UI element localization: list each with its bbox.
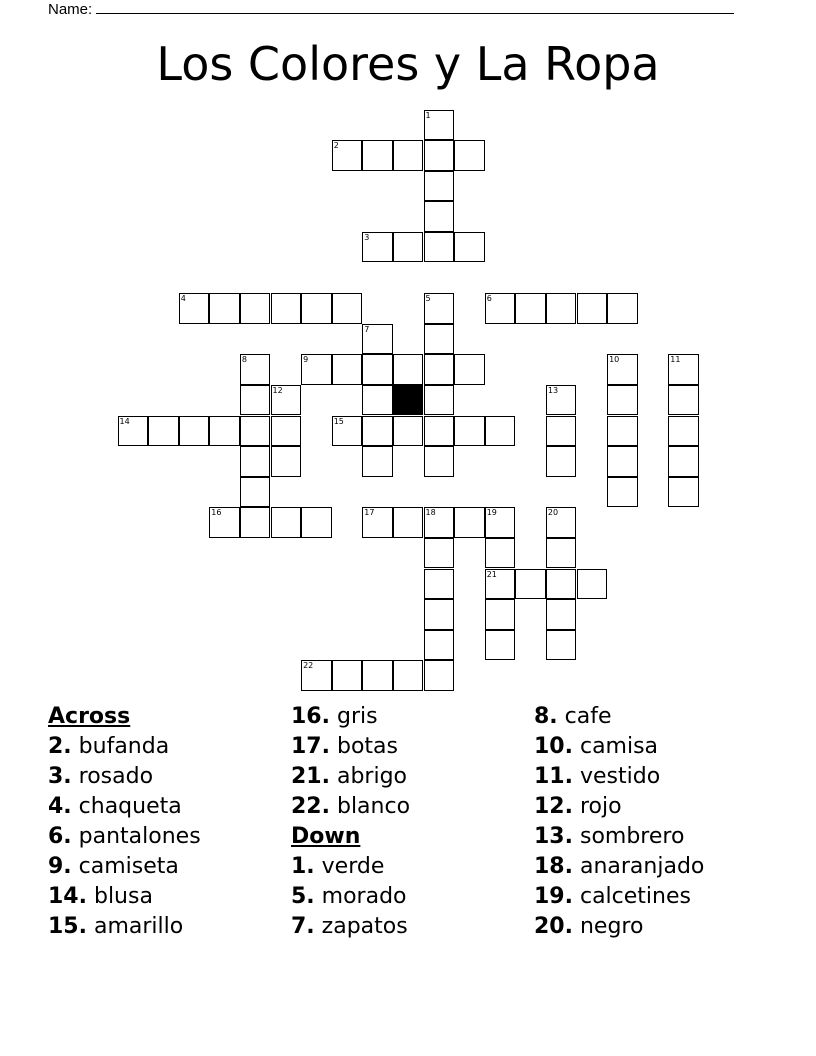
- clue-item-text: amarillo: [86, 914, 184, 939]
- clue-item-text: sombrero: [572, 824, 685, 849]
- clue-item-number: 3.: [48, 764, 72, 789]
- clue-item: [48, 852, 201, 882]
- clue-number: 12: [272, 385, 283, 395]
- clue-item: [291, 702, 410, 732]
- clue-item-text: cafe: [557, 704, 612, 729]
- clue-item-number: 6.: [48, 824, 72, 849]
- page-title: Los Colores y La Ropa: [156, 37, 660, 91]
- clue-number: 9: [303, 355, 309, 365]
- clue-number: 21: [486, 569, 497, 579]
- clue-item: [48, 912, 201, 942]
- clue-number: 1: [425, 110, 431, 120]
- clue-item-number: 9.: [48, 854, 72, 879]
- clue-number: 16: [211, 508, 222, 518]
- clue-number: 6: [486, 294, 492, 304]
- clue-item-number: 15.: [48, 914, 87, 939]
- clue-item: [534, 762, 704, 792]
- clue-item: [291, 732, 410, 762]
- clue-item-text: anaranjado: [572, 854, 705, 879]
- clue-item-number: 14.: [48, 884, 87, 909]
- clue-item-text: negro: [572, 914, 644, 939]
- clue-number: 10: [609, 355, 620, 365]
- clue-number: 4: [180, 294, 186, 304]
- clue-column-2: [291, 702, 410, 942]
- clue-item: [534, 822, 704, 852]
- clue-item: [48, 822, 201, 852]
- clue-item-text: gris: [329, 704, 378, 729]
- clue-item-number: 1.: [291, 854, 315, 879]
- clue-item: [534, 882, 704, 912]
- clue-item-number: 22.: [291, 794, 330, 819]
- clue-item-number: 20.: [534, 914, 573, 939]
- clue-number: 5: [425, 294, 431, 304]
- clue-number: 7: [364, 324, 370, 334]
- clue-item-text: botas: [329, 734, 398, 759]
- clue-item-text: zapatos: [314, 914, 408, 939]
- clue-item: [48, 792, 201, 822]
- clue-item-text: pantalones: [71, 824, 201, 849]
- clue-heading: Across: [48, 704, 131, 729]
- clue-item-text: camiseta: [71, 854, 179, 879]
- clue-item-number: 5.: [291, 884, 315, 909]
- clue-item-text: vestido: [572, 764, 661, 789]
- clue-number: 20: [547, 508, 559, 518]
- clue-item: [534, 912, 704, 942]
- clue-number: 22: [303, 661, 314, 671]
- clue-item-text: blanco: [329, 794, 411, 819]
- clue-item-text: abrigo: [329, 764, 408, 789]
- clue-item-number: 17.: [291, 734, 330, 759]
- clue-item-text: rojo: [572, 794, 622, 819]
- clue-heading: Down: [291, 824, 361, 849]
- clue-item: [291, 882, 410, 912]
- clue-item-number: 13.: [534, 824, 573, 849]
- clue-item-text: chaqueta: [71, 794, 182, 819]
- clue-item-number: 10.: [534, 734, 573, 759]
- clue-item: [291, 762, 410, 792]
- clue-item: [291, 792, 410, 822]
- clue-column-1: [48, 702, 201, 942]
- clue-item-number: 4.: [48, 794, 72, 819]
- clue-item-text: morado: [314, 884, 407, 909]
- clue-item: [534, 702, 704, 732]
- clue-item-number: 18.: [534, 854, 573, 879]
- clue-column-3: [534, 702, 704, 942]
- clue-number: 17: [364, 508, 375, 518]
- clue-item-number: 12.: [534, 794, 573, 819]
- clue-item-number: 16.: [291, 704, 330, 729]
- clue-number: 14: [119, 416, 130, 426]
- clue-number: 15: [333, 416, 344, 426]
- clue-item: [48, 762, 201, 792]
- clue-number: 19: [486, 508, 497, 518]
- clue-item-number: 2.: [48, 734, 72, 759]
- clue-number: 8: [241, 355, 247, 365]
- clue-number: 13: [547, 385, 559, 395]
- clue-item-text: calcetines: [572, 884, 691, 909]
- clue-item: [534, 732, 704, 762]
- clue-item: [534, 852, 704, 882]
- clue-item: [291, 912, 410, 942]
- clue-item-text: bufanda: [71, 734, 170, 759]
- clue-item-number: 7.: [291, 914, 315, 939]
- clue-number: 11: [670, 355, 681, 365]
- clue-item: [534, 792, 704, 822]
- clue-number: 3: [364, 232, 370, 242]
- clue-item: [48, 732, 201, 762]
- clue-item-text: blusa: [86, 884, 153, 909]
- clue-item-text: rosado: [71, 764, 154, 789]
- clue-item-number: 11.: [534, 764, 573, 789]
- name-label: Name:: [48, 1, 93, 18]
- clue-item: [291, 852, 410, 882]
- clue-number: 18: [425, 508, 436, 518]
- clue-number: 2: [333, 141, 339, 151]
- clue-item-text: camisa: [572, 734, 659, 759]
- clue-item-text: verde: [314, 854, 385, 879]
- clue-item-number: 21.: [291, 764, 330, 789]
- clue-item: [48, 882, 201, 912]
- clue-item-number: 19.: [534, 884, 573, 909]
- clue-item-number: 8.: [534, 704, 558, 729]
